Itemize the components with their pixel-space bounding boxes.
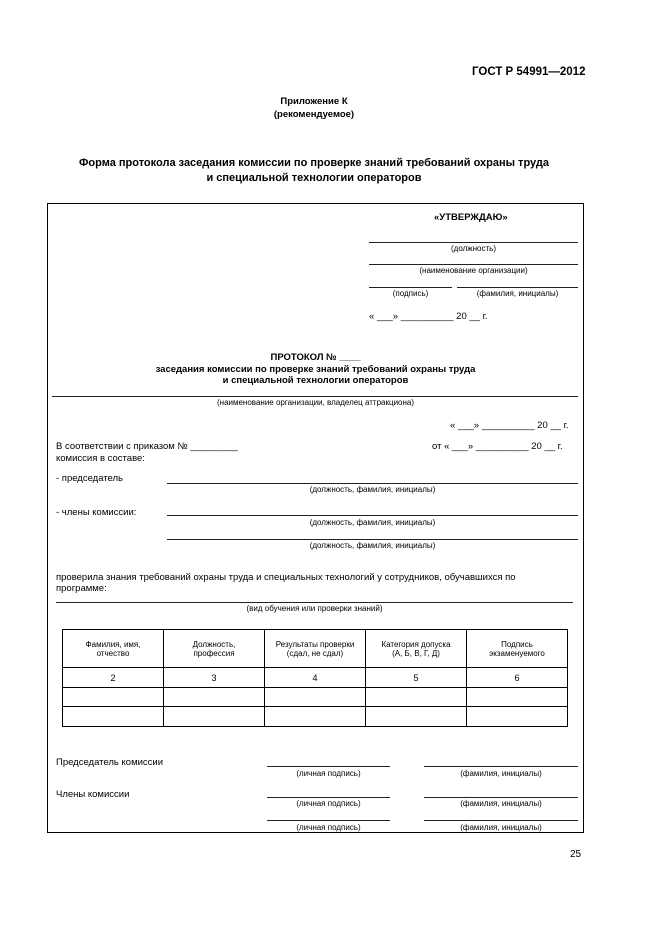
order-date: от « ___» __________ 20 __ г. xyxy=(432,441,563,452)
form-title-line2: и специальной технологии операторов xyxy=(206,172,422,184)
member1-name-caption: (фамилия, инициалы) xyxy=(460,799,542,808)
appendix-subtitle: (рекомендуемое) xyxy=(273,109,355,120)
protocol-line2: и специальной технологии операторов xyxy=(222,375,409,386)
chairman-signature-caption: (личная подпись) xyxy=(296,769,361,778)
signature-line xyxy=(369,287,452,288)
member2-caption: (должность, фамилия, инициалы) xyxy=(309,541,436,550)
header-cell-result: Результаты проверки (сдал, не сдал) xyxy=(265,630,366,668)
name-caption: (фамилия, инициалы) xyxy=(476,289,559,298)
form-title-line1: Форма протокола заседания комиссии по проверке знаний требований охраны труда xyxy=(79,157,549,169)
table-cell[interactable] xyxy=(467,688,568,707)
member2-name-line xyxy=(424,820,578,821)
table-cell[interactable] xyxy=(366,688,467,707)
table-row xyxy=(63,688,568,707)
member1-line xyxy=(167,515,578,516)
number-cell: 5 xyxy=(366,668,467,688)
document-code: ГОСТ Р 54991—2012 xyxy=(472,66,586,78)
member1-signature-caption: (личная подпись) xyxy=(296,799,361,808)
training-caption: (вид обучения или проверки знаний) xyxy=(246,604,383,613)
org-line xyxy=(369,264,578,265)
member2-signature-line xyxy=(267,820,390,821)
chairman-line xyxy=(167,483,578,484)
position-caption: (должность) xyxy=(451,244,496,253)
member2-name-caption: (фамилия, инициалы) xyxy=(460,823,542,832)
approve-date: « ___» __________ 20 __ г. xyxy=(369,311,488,322)
protocol-line1: заседания комиссии по проверке знаний требований охраны труда xyxy=(155,364,476,375)
org-owner-line xyxy=(52,396,578,397)
table-cell[interactable] xyxy=(265,707,366,727)
position-line xyxy=(369,242,578,243)
table-row xyxy=(63,707,568,727)
member1-caption: (должность, фамилия, инициалы) xyxy=(309,518,436,527)
appendix-title: Приложение К xyxy=(280,96,348,107)
chairman-label: - председатель xyxy=(56,473,123,484)
number-cell: 6 xyxy=(467,668,568,688)
org-owner-caption: (наименование организации, владелец аттракциона) xyxy=(216,398,415,407)
members-label: - члены комиссии: xyxy=(56,507,137,518)
signature-caption: (подпись) xyxy=(392,289,429,298)
header-cell-position: Должность, профессия xyxy=(164,630,265,668)
number-cell: 3 xyxy=(164,668,265,688)
table-cell[interactable] xyxy=(164,688,265,707)
table-number-row xyxy=(63,668,568,688)
number-cell: 4 xyxy=(265,668,366,688)
name-line xyxy=(457,287,578,288)
table-cell[interactable] xyxy=(366,707,467,727)
page-number: 25 xyxy=(570,849,582,860)
table-cell[interactable] xyxy=(467,707,568,727)
chairman-signature-label: Председатель комиссии xyxy=(56,757,164,768)
number-cell: 2 xyxy=(63,668,164,688)
training-line xyxy=(56,602,573,603)
header-cell-category: Категория допуска (А, Б, В, Г, Д) xyxy=(366,630,467,668)
table-header-row xyxy=(63,630,568,668)
member1-name-line xyxy=(424,797,578,798)
table-cell[interactable] xyxy=(164,707,265,727)
chairman-name-caption: (фамилия, инициалы) xyxy=(460,769,542,778)
member2-line xyxy=(167,539,578,540)
approve-label: «УТВЕРЖДАЮ» xyxy=(434,212,508,223)
table-cell[interactable] xyxy=(63,688,164,707)
protocol-date: « ___» __________ 20 __ г. xyxy=(450,420,569,431)
protocol-title: ПРОТОКОЛ № ____ xyxy=(270,352,361,363)
chairman-name-line xyxy=(424,766,578,767)
check-text-line1: проверила знания требований охраны труда и специальных технологий у сотрудников, обучавшихся по xyxy=(56,572,516,583)
check-text-line2: программе: xyxy=(56,583,107,594)
members-signature-label: Члены комиссии xyxy=(56,789,130,800)
header-cell-signature: Подпись экзаменуемого xyxy=(467,630,568,668)
member1-signature-line xyxy=(267,797,390,798)
chairman-caption: (должность, фамилия, инициалы) xyxy=(309,485,436,494)
header-cell-name: Фамилия, имя, отчество xyxy=(63,630,164,668)
table-cell[interactable] xyxy=(63,707,164,727)
commission-text: комиссия в составе: xyxy=(56,453,145,464)
org-caption: (наименование организации) xyxy=(419,266,528,275)
exam-table xyxy=(62,629,568,727)
chairman-signature-line xyxy=(267,766,390,767)
member2-signature-caption: (личная подпись) xyxy=(296,823,361,832)
order-text: В соответствии с приказом № _________ xyxy=(56,441,238,452)
table-cell[interactable] xyxy=(265,688,366,707)
